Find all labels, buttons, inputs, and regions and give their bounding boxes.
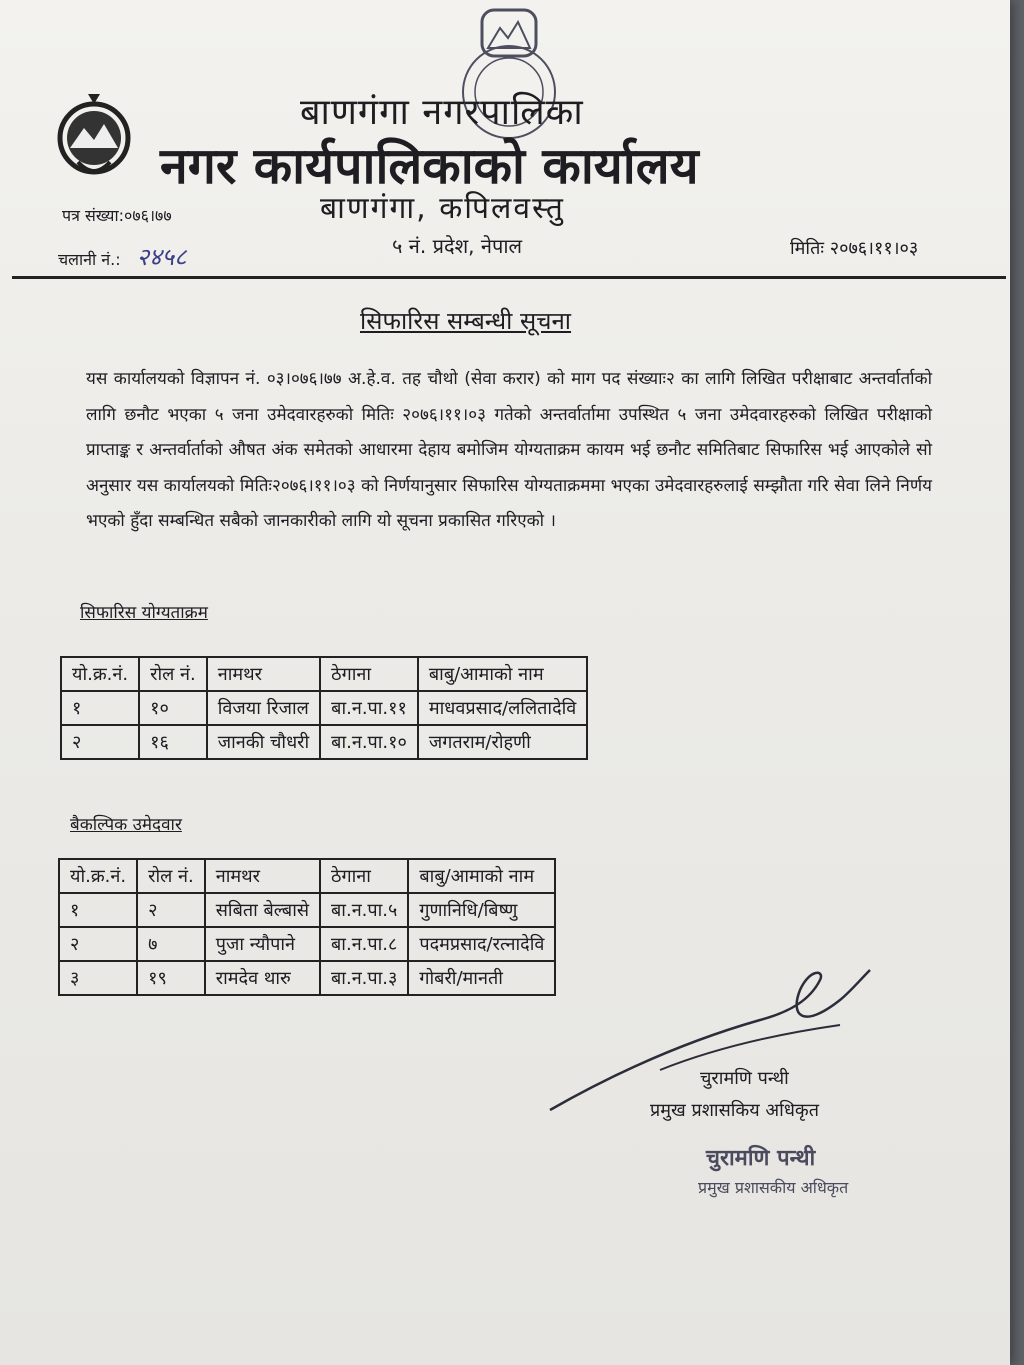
cell-parents: माधवप्रसाद/ललितादेवि <box>418 691 587 725</box>
notice-title: सिफारिस सम्बन्धी सूचना <box>360 307 572 335</box>
dispatch-number-value: २४५८ <box>136 243 187 271</box>
date-label: मितिः <box>790 238 824 259</box>
table-row <box>61 725 587 759</box>
cell-roll: १६ <box>139 725 207 759</box>
office-location: बाणगंगा, कपिलवस्तु <box>320 191 565 226</box>
table-row <box>59 927 555 961</box>
col-roll: रोल नं. <box>139 657 207 691</box>
letter-number <box>62 204 172 226</box>
cell-serial: ३ <box>59 961 137 995</box>
col-name: नामथर <box>207 657 320 691</box>
dispatch-number <box>58 240 187 273</box>
cell-parents: गोबरी/मानती <box>408 961 555 995</box>
cell-roll: २ <box>137 893 205 927</box>
signatory-name: चुरामणि पन्थी <box>700 1068 789 1089</box>
cell-name: जानकी चौधरी <box>207 725 320 759</box>
nepal-emblem-icon <box>48 88 140 180</box>
dispatch-number-label: चलानी नं.: <box>58 250 121 269</box>
cell-serial: २ <box>59 927 137 961</box>
recommended-heading: सिफारिस योग्यताक्रम <box>80 603 208 623</box>
col-address: ठेगाना <box>320 859 408 893</box>
cell-roll: १९ <box>137 961 205 995</box>
cell-address: बा.न.पा.८ <box>320 927 408 961</box>
col-parents: बाबु/आमाको नाम <box>408 859 555 893</box>
cell-serial: १ <box>59 893 137 927</box>
date-value: २०७६।११।०३ <box>829 238 919 259</box>
alternate-heading: बैकल्पिक उमेदवार <box>70 815 182 835</box>
col-serial: यो.क्र.नं. <box>61 657 139 691</box>
col-name: नामथर <box>205 859 320 893</box>
notice-body: यस कार्यालयको विज्ञापन नं. ०३।०७६।७७ अ.हे.व. तह चौथो (सेवा करार) को माग पद संख्याः२ का लागि लिखित परीक्षाबाट अन्तर्वार्ताको लागि छनौट भएका ५ जना उमेदवारहरुको मितिः २०७६।११।०३ गतेको अन्तर्वार्तामा उपस्थित ५ जना उमेदवारहरुको लिखित परीक्षाको प्राप्ताङ्क र अन्तर्वार्ताको औषत अंक समेतको आधारमा देहाय बमोजिम योग्यताक्रम कायम भई छनौट समितिबाट सिफारिस भई आएकोले सो अनुसार यस कार्यालयको मितिः२०७६।११।०३ को निर्णयानुसार सिफारिस योग्यताक्रममा भएका उमेदवारहरुलाई सम्झौता गरि सेवा लिने निर्णय भएको हुँदा सम्बन्धित सबैको जानकारीको लागि यो सूचना प्रकासित गरिएको । <box>86 369 932 531</box>
cell-name: सबिता बेल्बासे <box>205 893 320 927</box>
col-parents: बाबु/आमाको नाम <box>418 657 587 691</box>
table-row <box>59 893 555 927</box>
cell-name: पुजा न्यौपाने <box>205 927 320 961</box>
municipality-name: बाणगंगा नगरपालिका <box>300 92 584 133</box>
recommended-table <box>60 656 588 760</box>
cell-parents: जगतराम/रोहणी <box>418 725 587 759</box>
table-header-row <box>59 859 555 893</box>
province-line: ५ नं. प्रदेश, नेपाल <box>392 234 523 258</box>
notice-date <box>790 236 918 260</box>
header-divider <box>12 276 1006 279</box>
letter-number-value: ०७६।७७ <box>124 206 172 225</box>
letter-number-label: पत्र संख्या: <box>62 206 124 225</box>
title-stamp: प्रमुख प्रशासकीय अधिकृत <box>698 1178 849 1197</box>
signature-icon <box>540 960 880 1120</box>
cell-name: रामदेव थारु <box>205 961 320 995</box>
alternate-table <box>58 858 556 996</box>
table-row <box>61 691 587 725</box>
table-row <box>59 961 555 995</box>
signatory-title: प्रमुख प्रशासकिय अधिकृत <box>650 1100 819 1121</box>
cell-address: बा.न.पा.१० <box>320 725 418 759</box>
cell-parents: पदमप्रसाद/रत्नादेवि <box>408 927 555 961</box>
cell-parents: गुणानिधि/बिष्णु <box>408 893 555 927</box>
cell-name: विजया रिजाल <box>207 691 320 725</box>
cell-roll: ७ <box>137 927 205 961</box>
cell-address: बा.न.पा.३ <box>320 961 408 995</box>
cell-address: बा.न.पा.५ <box>320 893 408 927</box>
col-address: ठेगाना <box>320 657 418 691</box>
name-stamp: चुरामणि पन्थी <box>706 1146 816 1171</box>
col-serial: यो.क्र.नं. <box>59 859 137 893</box>
cell-address: बा.न.पा.११ <box>320 691 418 725</box>
office-name: नगर कार्यपालिकाको कार्यालय <box>160 137 699 195</box>
col-roll: रोल नं. <box>137 859 205 893</box>
cell-roll: १० <box>139 691 207 725</box>
cell-serial: १ <box>61 691 139 725</box>
table-header-row <box>61 657 587 691</box>
cell-serial: २ <box>61 725 139 759</box>
